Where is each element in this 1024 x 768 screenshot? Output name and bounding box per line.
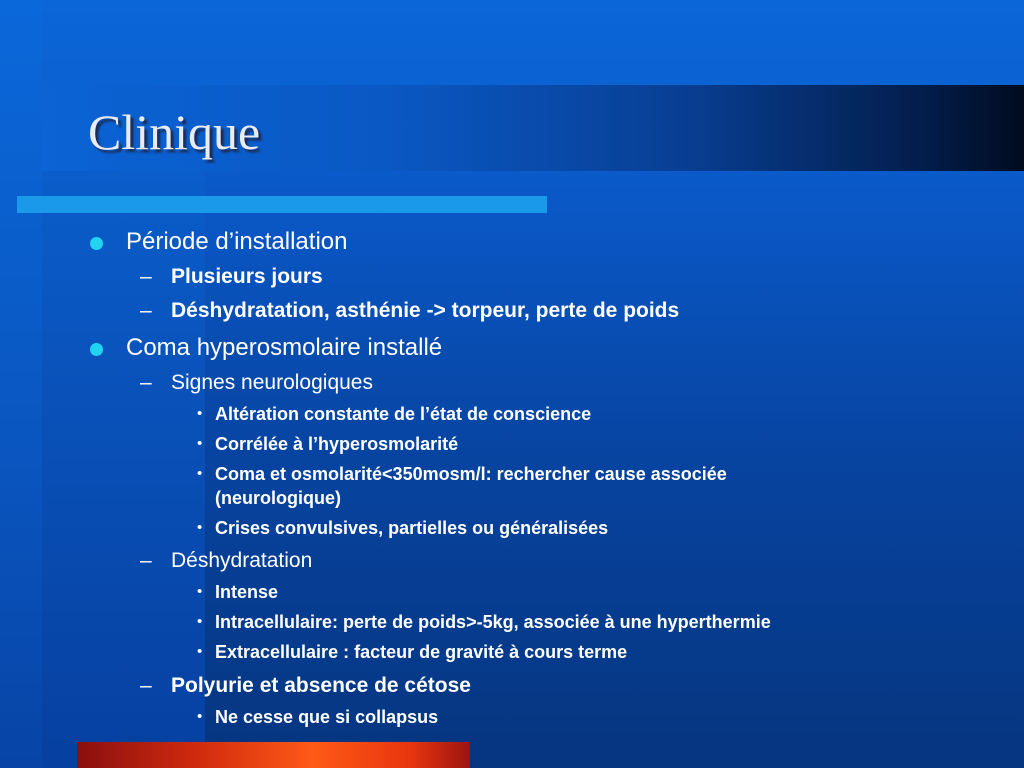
- dot-icon: •: [197, 583, 203, 600]
- bullet-level3: Altération constante de l’état de conscience: [215, 404, 592, 424]
- bullet-level3-continuation: (neurologique): [215, 488, 341, 508]
- bullet-disc-icon: [90, 343, 103, 356]
- slide-title: Clinique: [88, 104, 261, 160]
- bullet-level3: Ne cesse que si collapsus: [215, 707, 439, 727]
- bullet-level2: Déshydratation: [171, 549, 313, 572]
- bullet-level3: Crises convulsives, partielles ou généralisées: [215, 518, 609, 538]
- bullet-level2: Signes neurologiques: [171, 371, 373, 394]
- bullet-level1: Période d’installation: [126, 228, 348, 255]
- dot-icon: •: [197, 435, 203, 452]
- dash-icon: –: [140, 265, 152, 288]
- bullet-level2: Déshydratation, asthénie -> torpeur, perte de poids: [171, 299, 680, 322]
- bullet-level3: Corrélée à l’hyperosmolarité: [215, 434, 459, 454]
- bullet-level1: Coma hyperosmolaire installé: [126, 334, 443, 361]
- dash-icon: –: [140, 371, 152, 394]
- dot-icon: •: [197, 613, 203, 630]
- bullet-disc-icon: [90, 237, 103, 250]
- bullet-level2: Polyurie et absence de cétose: [171, 674, 471, 697]
- dash-icon: –: [140, 674, 152, 697]
- bullet-level3: Coma et osmolarité<350mosm/l: rechercher cause associée: [215, 464, 727, 484]
- bullet-level2: Plusieurs jours: [171, 265, 323, 288]
- bullet-level3: Intracellulaire: perte de poids>-5kg, associée à une hyperthermie: [215, 612, 771, 632]
- bullet-level3: Extracellulaire : facteur de gravité à cours terme: [215, 642, 628, 662]
- dash-icon: –: [140, 299, 152, 322]
- dot-icon: •: [197, 465, 203, 482]
- bullet-level3: Intense: [215, 582, 279, 602]
- dash-icon: –: [140, 549, 152, 572]
- dot-icon: •: [197, 405, 203, 422]
- dot-icon: •: [197, 519, 203, 536]
- dot-icon: •: [197, 708, 203, 725]
- dot-icon: •: [197, 643, 203, 660]
